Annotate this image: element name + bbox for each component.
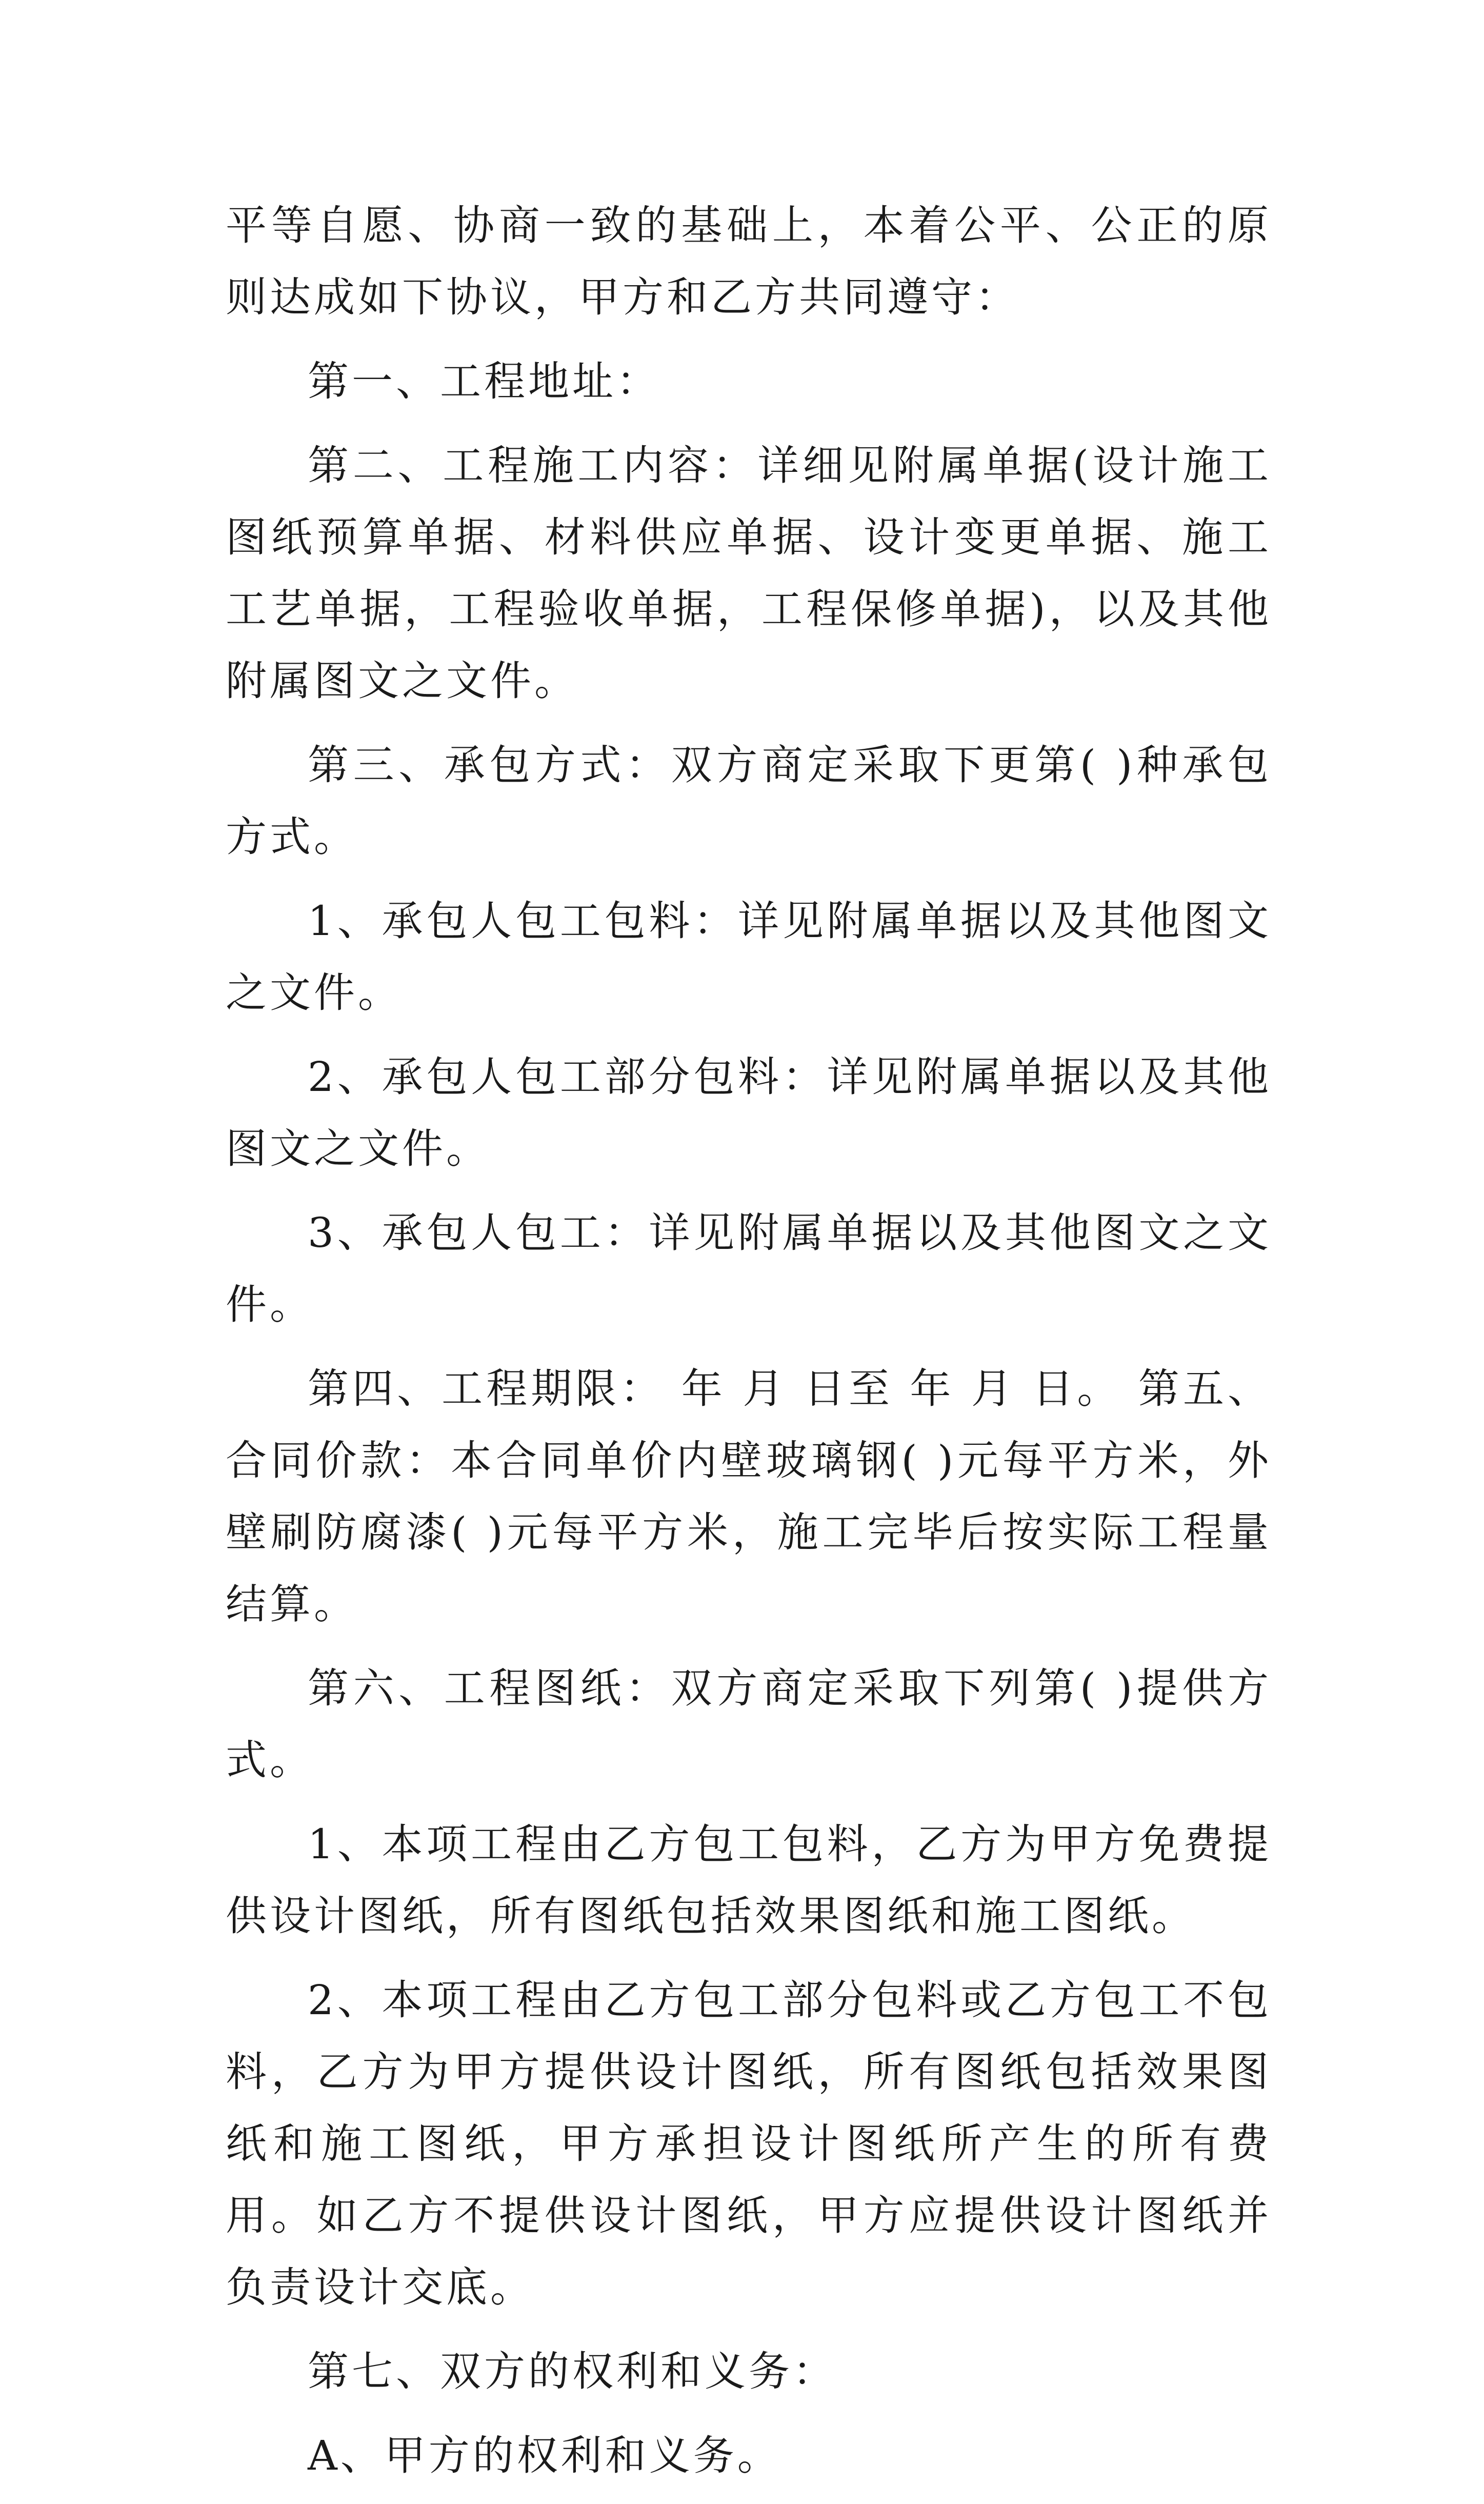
- paragraph-section-3-item-1: 1、承包人包工包料：详见附属单据以及其他图文之文件。: [226, 897, 1272, 1017]
- paragraph-section-3-item-3: 3、承包人包工：详见附属单据以及其他图文之文件。: [226, 1209, 1272, 1328]
- paragraph-intro: 平等自愿、协商一致的基础上，本着公平、公正的原则达成如下协议，甲方和乙方共同遵守：: [226, 202, 1272, 321]
- paragraph-section-3-item-2: 2、承包人包工部分包料：详见附属单据以及其他图文之文件。: [226, 1053, 1272, 1172]
- paragraph-section-2: 第二、工程施工内容：详细见附属单据(设计施工图纸预算单据、材料供应单据、设计变更单据、施工工艺单据，工程验收单据，工程保修单据)，以及其他附属图文之文件。: [226, 442, 1272, 705]
- paragraph-section-3: 第三、承包方式：双方商定采取下更第( )种承包方式。: [226, 741, 1272, 861]
- paragraph-section-1: 第一、工程地址：: [308, 357, 660, 405]
- paragraph-section-4-5: 第四、工程期限： 年 月 日至 年 月 日。 第五、合同价款：本合同单价内壁玻璃钢( )元每平方米，外壁刷防腐漆( )元每平方米，施工完毕后按实际工程量结算。: [226, 1365, 1272, 1628]
- paragraph-section-6: 第六、工程图纸：双方商定采取下列第( )提供方式。: [226, 1664, 1272, 1784]
- paragraph-section-6-item-2: 2、本项工程由乙方包工部分包料或乙方包工不包料，乙方为甲方提供设计图纸，所有图纸包括效果图纸和施工图纸，甲方承担设计图纸所产生的所有费用。如乙方不提供设计图纸，甲方应提供设计图纸并负责设计交底。: [226, 1976, 1272, 2311]
- paragraph-section-6-item-1: 1、本项工程由乙方包工包料，乙方为甲方免费提供设计图纸，所有图纸包括效果图纸和施工图纸。: [226, 1820, 1272, 1940]
- paragraph-section-7-a: A、甲方的权利和义务。: [308, 2432, 781, 2479]
- contract-body: [226, 190, 1272, 2504]
- paragraph-section-7: 第七、双方的权利和义务：: [308, 2348, 837, 2395]
